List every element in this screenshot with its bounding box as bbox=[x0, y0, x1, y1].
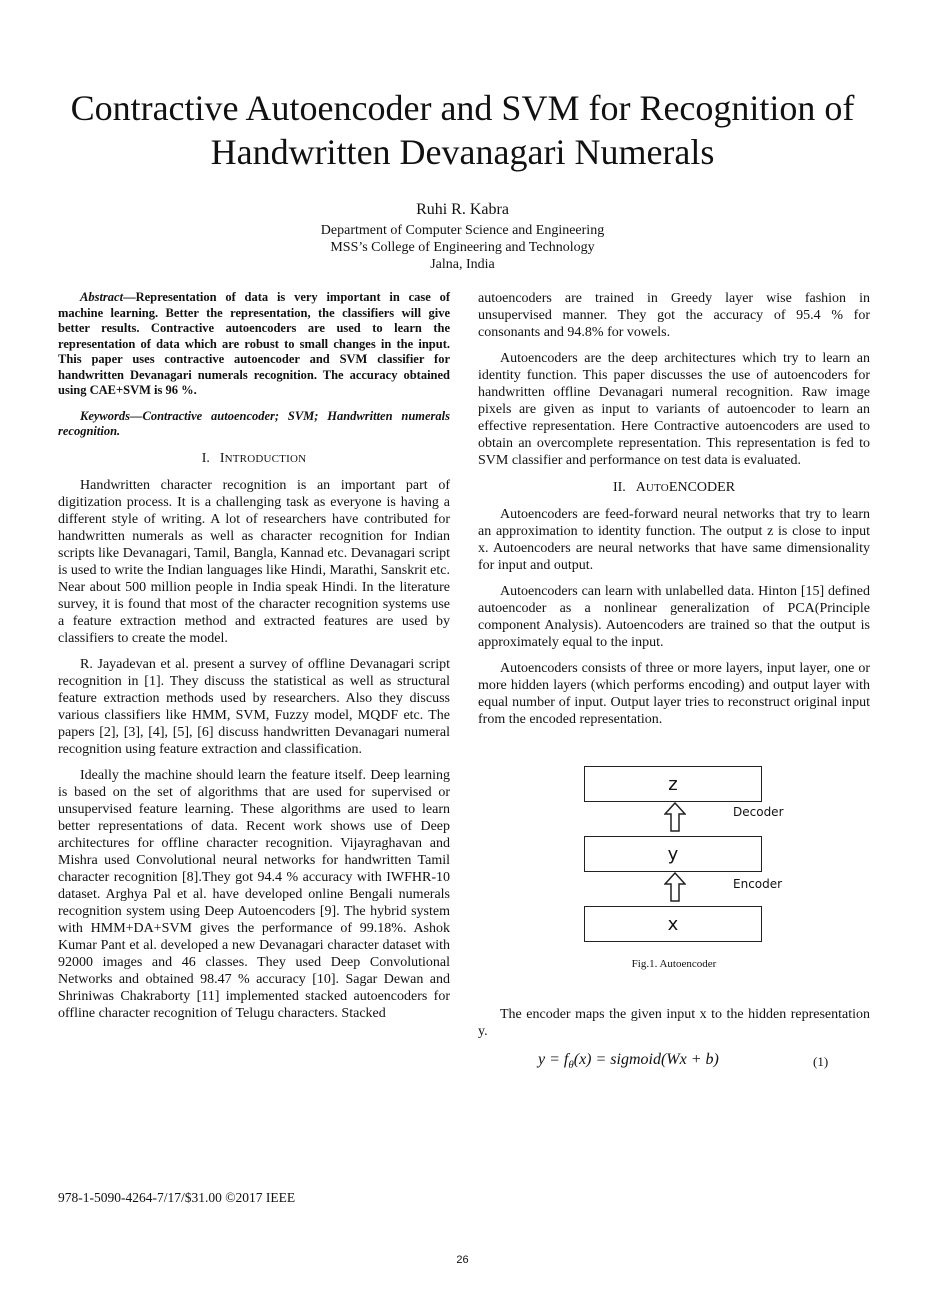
page-number: 26 bbox=[456, 1254, 469, 1266]
abstract-text: —Representation of data is very important in case of machine learning. Better the representation, the classifiers will give better results. Contractive autoencoders are used to learn the representation of data which are robust to small changes in the input. This paper uses contractive autoencoder and SVM classifier for handwritten Devanagari numerals recognition. The accuracy obtained using CAE+SVM is 96 %. bbox=[58, 290, 450, 397]
encoder-label: Encoder bbox=[733, 877, 783, 891]
output-layer-box: z bbox=[584, 766, 762, 802]
abstract-lead: Abstract bbox=[80, 290, 124, 304]
affiliation-location: Jalna, India bbox=[430, 257, 495, 272]
equation-number: (1) bbox=[813, 1054, 829, 1069]
autoencoder-paragraph: Autoencoders can learn with unlabelled data. Hinton [15] defined autoencoder as a nonlinear generalization of PCA(Principle component Analysis). Autoencoders are trained so that the output is approximately equal to the input. bbox=[478, 584, 870, 650]
section-heading-introduction: I. INTRODUCTION bbox=[201, 450, 307, 466]
hidden-layer-box: y bbox=[584, 836, 762, 872]
intro-paragraph: Ideally the machine should learn the feature itself. Deep learning is based on the set of algorithms that are used for supervised or unsupervised feature learning. These algorithms are used to learn better representations of data. Recent work shows use of Deep architectures for offline character recognition. Vijayraghavan and Mishra used Convolutional neural networks for handwritten Tamil character recognition [8].They got 94.4 % accuracy with IWFHR-10 dataset. Arghya Pal et al. have developed online Bengali numerals recognition system using Deep Autoencoders [9]. The hybrid system with HMM+DA+SVM gives the performance of 99.18%. Ashok Kumar Pant et al. developed a new Devanagari character dataset with 92000 images and 46 classes. They used Deep Convolutional Networks and obtained 98.47 % accuracy [10]. Sagar Dewan and Shriniwas Chakraborty [11] implemented stacked autoencoders for offline character recognition of Telugu characters. Stacked bbox=[58, 767, 450, 1021]
abstract bbox=[58, 290, 450, 399]
copyright-footer: 978-1-5090-4264-7/17/$31.00 ©2017 IEEE bbox=[58, 1190, 296, 1205]
encoder-arrow-icon bbox=[664, 872, 686, 902]
autoencoder-figure bbox=[478, 738, 870, 978]
right-column bbox=[478, 290, 870, 1073]
intro-paragraph: Handwritten character recognition is an important part of digitization process. It is a challenging task as everyone is having a different style of writing. A lot of researchers have contributed for handwritten numerals as well as character recognition for Indian scripts like Devanagari, Tamil, Bangla, Kannad etc. Devanagari script is used to write the Indian languages like Hindi, Marathi, Sanskrit etc. Near about 500 million people in India speak Hindi. In the literature survey, it is found that most of the character recognition systems use a feature extraction method and extracted features are used by classifiers to create the model. bbox=[58, 477, 450, 646]
input-layer-box: x bbox=[584, 906, 762, 942]
section-heading-autoencoder: II. AUTOENCODER bbox=[612, 480, 736, 495]
affiliation-college: MSS’s College of Engineering and Technology bbox=[330, 240, 595, 255]
affiliation-department: Department of Computer Science and Engineering bbox=[320, 223, 605, 238]
equation-expression: $y = f_\theta(x)$ = sigmoid(Wx + b) bbox=[538, 1051, 719, 1072]
keywords: Keywords—Contractive autoencoder; SVM; Handwritten numerals recognition. bbox=[58, 408, 450, 438]
body-paragraph: Autoencoders are the deep architectures which try to learn an identity function. This paper discusses the use of autoencoders for handwritten offline Devanagari numeral recognition. Raw image pixels are given as input to variants of autoencoder to learn an effective representation. Here Contractive autoencoders are used to obtain an overcomplete representation. This representation is fed to SVM classifier and performance on test data is evaluated. bbox=[478, 351, 870, 468]
decoder-label: Decoder bbox=[733, 805, 784, 819]
equation-1 bbox=[478, 1049, 870, 1073]
autoencoder-paragraph: Autoencoders are feed-forward neural networks that try to learn an approximation to identity function. The output z is close to input x. Autoencoders are neural networks that have same dimensionality for input and output. bbox=[478, 507, 870, 573]
autoencoder-paragraph: Autoencoders consists of three or more layers, input layer, one or more hidden layers (which performs encoding) and output layer with equal number of input. Output layer tries to reconstruct original input from the encoded representation. bbox=[478, 661, 870, 727]
figure-caption: Fig.1. Autoencoder bbox=[631, 958, 717, 970]
body-paragraph: autoencoders are trained in Greedy layer wise fashion in unsupervised manner. They got the accuracy of 95.4 % for consonants and 94.8% for vowels. bbox=[478, 291, 870, 340]
author-block bbox=[200, 200, 725, 273]
intro-paragraph: R. Jayadevan et al. present a survey of offline Devanagari script recognition in [1]. They discuss the statistical as well as structural feature extraction methods used by researchers. Also they discuss various classifiers like HMM, SVM, Fuzzy model, MQDF etc. The papers [2], [3], [4], [5], [6] discuss handwritten Devanagari numeral recognition using feature extraction and classification. bbox=[58, 656, 450, 757]
encoder-paragraph: The encoder maps the given input x to the hidden representation y. bbox=[478, 1007, 870, 1039]
decoder-arrow-icon bbox=[664, 802, 686, 832]
author-name: Ruhi R. Kabra bbox=[416, 201, 509, 218]
left-column bbox=[58, 290, 450, 1031]
paper-title: Contractive Autoencoder and SVM for Recognition of Handwritten Devanagari Numerals bbox=[70, 88, 855, 172]
